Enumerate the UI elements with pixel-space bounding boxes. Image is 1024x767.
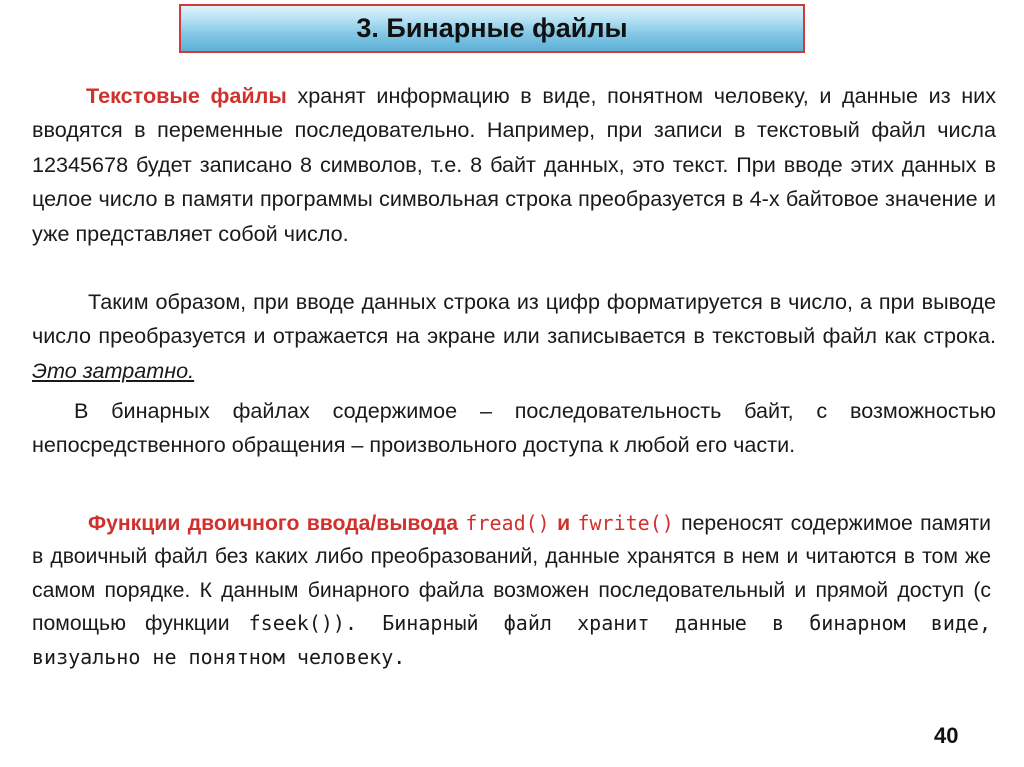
binary-files-body: В бинарных файлах содержимое – последовательность байт, с возможностью непосредственного обращения – произвольного доступа к любой его части.: [32, 398, 996, 458]
text-files-body: хранят информацию в виде, понятном человеку, и данные из них вводятся в переменные последовательно. Например, при записи в текстовый файл числа 12345678 будет записано 8 символов, т.е. 8 байт данных, это текст. При вводе этих данных в целое число в памяти программы символьная строка преобразуется в 4-х байтовое значение и уже представляет собой число.: [32, 83, 996, 246]
fseek-code: fseek()).: [248, 611, 358, 636]
slide-title: 3. Бинарные файлы: [356, 13, 628, 43]
paragraph-binary-files: [32, 394, 996, 463]
slide-title-box: [179, 4, 805, 53]
fread-code: fread(): [465, 511, 550, 535]
formatting-body: Таким образом, при вводе данных строка из цифр форматируется в число, а при выводе число преобразуется и отражается на экране или записывается в текстовый файл как строка.: [32, 289, 996, 349]
page-number: 40: [934, 723, 959, 748]
binary-io-mono-body: Бинарный файл хранит данные в бинарном виде, визуально не понятном человеку.: [32, 611, 991, 669]
paragraph-formatting: [32, 285, 996, 388]
fwrite-code: fwrite(): [577, 511, 674, 535]
binary-io-highlight: Функции двоичного ввода/вывода: [88, 512, 459, 535]
paragraph-binary-io: [32, 507, 991, 674]
binary-io-body: переносят содержимое памяти в двоичный файл без каких либо преобразований, данные хранятся в нем и читаются в том же самом порядке. К данным бинарного файла возможен последовательный и прямой доступ (с помощью функции: [32, 512, 991, 636]
and-word: и: [549, 512, 578, 535]
text-files-highlight: Текстовые файлы: [86, 83, 287, 108]
costly-emphasis: Это затратно.: [32, 357, 195, 383]
paragraph-text-files: [32, 79, 996, 251]
